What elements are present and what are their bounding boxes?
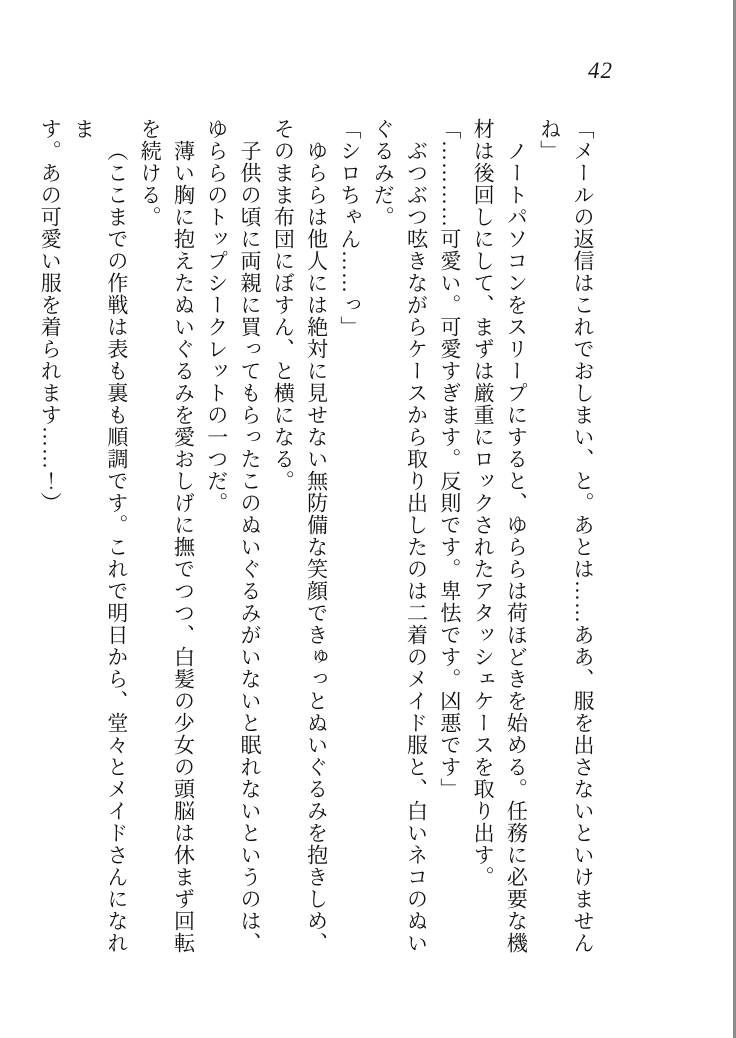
text-line: ゆららは他人には絶対に見せない無防備な笑顔できゅっとぬいぐるみを抱きしめ、 (304, 140, 329, 954)
page-number: 42 (588, 58, 613, 83)
text-line: 子供の頃に両親に買ってもらったこのぬいぐるみがいないと眠れないというのは、 (238, 140, 263, 954)
text-line: 「メールの返信はこれでおしまい、と。あとは……ああ、服を出さないといけません (571, 118, 595, 954)
text-line: （ここまでの作戦は表も裏も順調です。これで明日から、堂々とメイドさんになれま (71, 118, 129, 954)
text-line: ゆららのトップシークレットの一つだ。 (204, 118, 229, 514)
text-line: 「…………可愛い。可愛すぎます。反則です。卑怯です。凶悪です」 (437, 118, 462, 800)
text-line: ぐるみだ。 (371, 118, 396, 228)
body-text (33, 118, 599, 954)
text-line: す。あの可愛い服を着られます……！） (38, 118, 63, 514)
text-line: ノートパソコンをスリープにすると、ゆららは荷ほどきを始める。任務に必要な機 (504, 140, 529, 954)
text-line: を続ける。 (138, 118, 163, 228)
text-line: 薄い胸に抱えたぬいぐるみを愛おしげに撫でつつ、白髪の少女の頭脳は休まず回転 (171, 140, 196, 954)
text-line: そのまま布団にぼすん、と横になる。 (271, 118, 296, 492)
text-line: ぶつぶつ呟きながらケースから取り出したのは二着のメイド服と、白いネコのぬい (404, 140, 429, 954)
text-line: ね」 (537, 118, 562, 162)
text-line: 材は後回しにして、まずは厳重にロックされたアタッシェケースを取り出す。 (471, 118, 496, 888)
text-line: 「シロちゃん……っ」 (337, 118, 362, 338)
